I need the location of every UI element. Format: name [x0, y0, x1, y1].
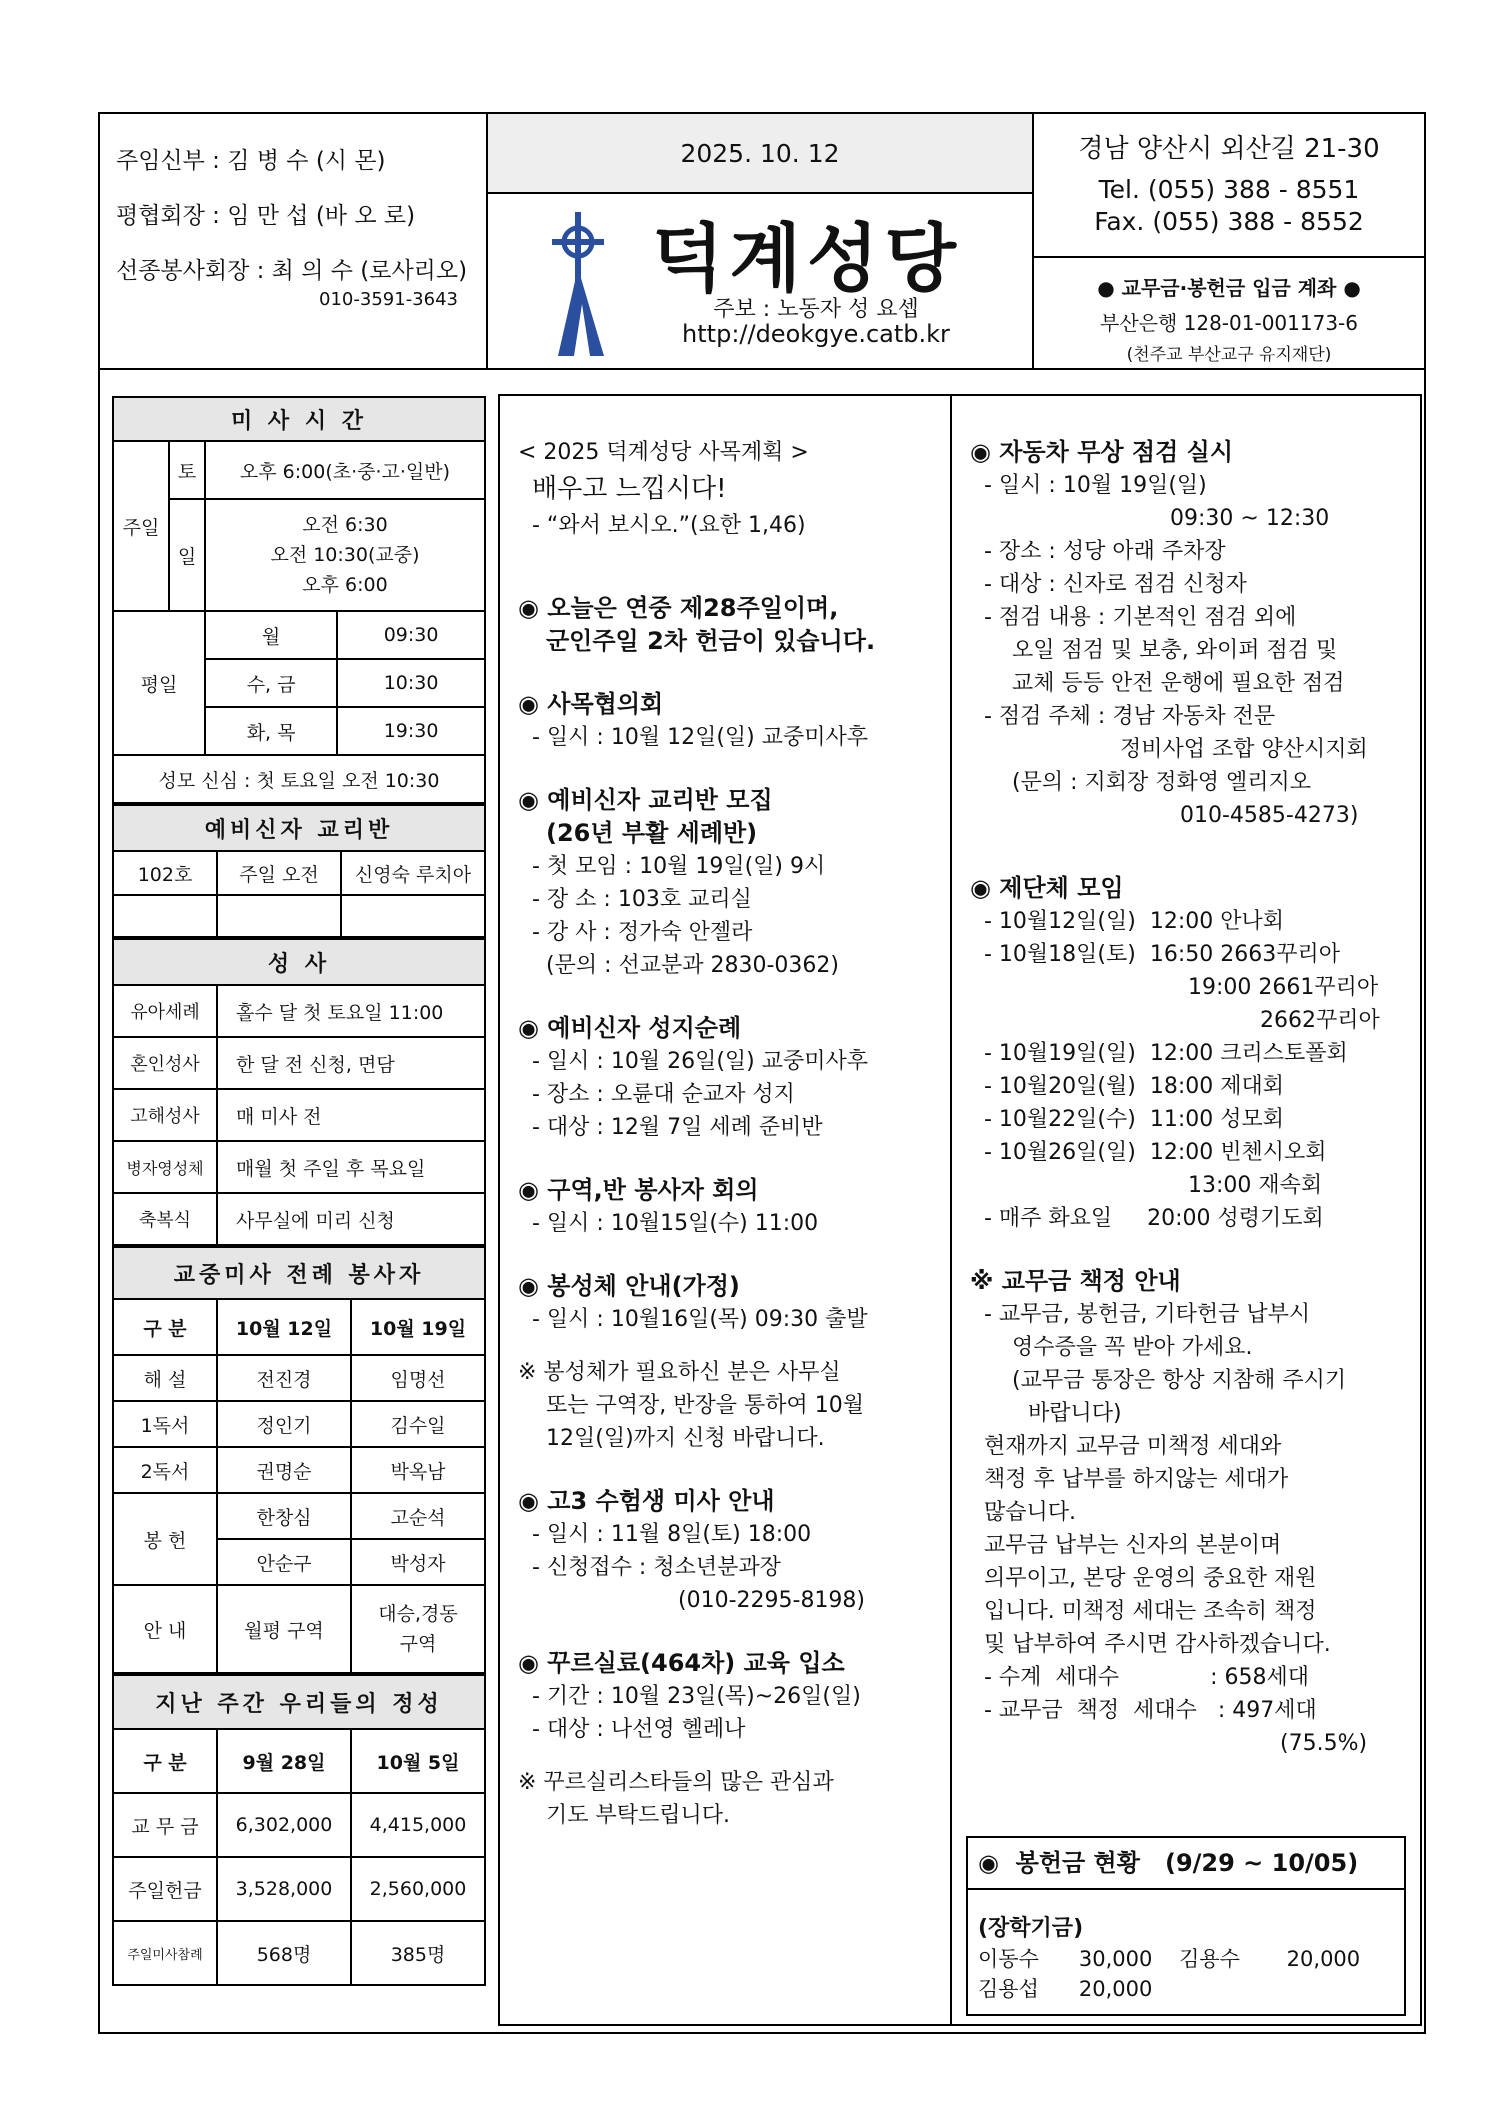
- notice-line: (교무금 통장은 항상 지참해 주시기: [1012, 1368, 1347, 1393]
- server-name: 박성자: [351, 1539, 485, 1585]
- account-owner: (천주교 부산교구 유지재단): [1126, 345, 1332, 365]
- sacrament-name: 혼인성사: [113, 1037, 217, 1089]
- sacrament-desc: 홀수 달 첫 토요일 11:00: [217, 985, 485, 1037]
- sunday-day-label: 일: [169, 499, 205, 611]
- catechumen-table: [112, 804, 486, 938]
- meeting-line: 19:00 2661꾸리아: [1188, 975, 1379, 1000]
- offering-value: 3,528,000: [217, 1857, 351, 1921]
- sunday-label: 주일: [113, 441, 169, 611]
- bulletin-frame: [98, 112, 1426, 2034]
- servers-head: 10월 12일: [217, 1299, 351, 1355]
- server-name: 김수일: [351, 1401, 485, 1447]
- notice-line: - 첫 모임 : 10월 19일(일) 9시: [532, 854, 826, 879]
- notice-line: - 교무금, 봉헌금, 기타헌금 납부시: [984, 1302, 1311, 1327]
- sacrament-desc: 매 미사 전: [217, 1089, 485, 1141]
- meeting-line: - 10월20일(월) 18:00 제대회: [984, 1074, 1284, 1099]
- catechumen-time: 주일 오전: [217, 851, 341, 895]
- right-column: [952, 394, 1422, 2026]
- servers-head: 10월 19일: [351, 1299, 485, 1355]
- evangelization-head: 선종봉사회장 : 최 의 수 (로사리오): [116, 258, 468, 284]
- servers-head: 구 분: [113, 1299, 217, 1355]
- notice-note: ※ 봉성체가 필요하신 분은 사무실: [518, 1360, 841, 1385]
- server-name: 박옥남: [351, 1447, 485, 1493]
- server-name: 안순구: [217, 1539, 351, 1585]
- server-role: 안 내: [113, 1585, 217, 1673]
- household-count: - 교무금 책정 세대수 : 497세대: [984, 1698, 1317, 1723]
- server-name: 권명순: [217, 1447, 351, 1493]
- catechumen-title: 예비신자 교리반: [113, 805, 485, 851]
- mass-times-table: [112, 396, 486, 804]
- meeting-line: - 10월18일(토) 16:50 2663꾸리아: [984, 942, 1340, 967]
- meeting-line: - 10월26일(일) 12:00 빈첸시오회: [984, 1140, 1327, 1165]
- pastor: 주임신부 : 김 병 수 (시 몬): [116, 148, 386, 174]
- marian-devotion: 성모 신심 : 첫 토요일 오전 10:30: [113, 755, 485, 803]
- donor-line: 김용섭 20,000: [978, 1977, 1153, 2001]
- notice-line: - 일시 : 10월 12일(일) 교중미사후: [532, 725, 868, 750]
- bulletin-date: 2025. 10. 12: [488, 114, 1032, 194]
- meeting-line: 2662꾸리아: [1260, 1008, 1380, 1033]
- notice-line: 많습니다.: [984, 1500, 1077, 1525]
- notice-line: - 점검 주체 : 경남 자동차 전문: [984, 704, 1276, 729]
- notice-line: - 신청접수 : 청소년분과장: [532, 1555, 781, 1580]
- meeting-line: 13:00 재속회: [1188, 1173, 1323, 1198]
- weekly-offering-title: 지난 주간 우리들의 정성: [113, 1675, 485, 1729]
- notice-sunday: ◉ 오늘은 연중 제28주일이며,: [518, 594, 839, 622]
- meeting-line: - 10월19일(일) 12:00 크리스토폴회: [984, 1041, 1348, 1066]
- weekday-label: 평일: [113, 611, 205, 755]
- notice-line: 입니다. 미책정 세대는 조속히 책정: [984, 1599, 1317, 1624]
- server-name: 전진경: [217, 1355, 351, 1401]
- notice-line: - 점검 내용 : 기본적인 점검 외에: [984, 605, 1297, 630]
- notice-note: 또는 구역장, 반장을 통하여 10월: [546, 1393, 864, 1418]
- notice-note: ※ 꾸르실리스타들의 많은 관심과: [518, 1770, 834, 1795]
- notice-sunday-detail: 군인주일 2차 헌금이 있습니다.: [546, 627, 876, 655]
- notice-exam-head: ◉ 고3 수험생 미사 안내: [518, 1487, 775, 1515]
- server-name: 고순석: [351, 1493, 485, 1539]
- notice-line: - 대상 : 12월 7일 세례 준비반: [532, 1115, 823, 1140]
- catechumen-teacher: 신영숙 루치아: [341, 851, 485, 895]
- liturgy-servers-table: [112, 1246, 486, 1674]
- notice-catechumen-head: ◉ 예비신자 교리반 모집: [518, 786, 773, 814]
- notice-communion-head: ◉ 봉성체 안내(가정): [518, 1272, 740, 1300]
- sacrament-name: 병자영성체: [113, 1141, 217, 1193]
- offering-label: 교 무 금: [113, 1793, 217, 1857]
- saturday-time: 오후 6:00(초·중·고·일반): [205, 441, 485, 499]
- notice-line: - 기간 : 10월 23일(목)~26일(일): [532, 1684, 861, 1709]
- notice-note: 기도 부탁드립니다.: [546, 1803, 731, 1828]
- meeting-line: - 10월12일(일) 12:00 안나회: [984, 909, 1284, 934]
- sunday-time: 오전 10:30(교중): [270, 544, 420, 566]
- offering-status-title: ◉ 봉헌금 현황 (9/29 ~ 10/05): [968, 1838, 1404, 1890]
- weekday-time: 10:30: [337, 659, 485, 707]
- offering-head: 구 분: [113, 1729, 217, 1793]
- notice-council-head: ◉ 사목협의회: [518, 690, 664, 718]
- header-officers: [100, 114, 488, 368]
- notice-line: - 일시 : 10월 26일(일) 교중미사후: [532, 1049, 868, 1074]
- notice-line: - 장 소 : 103호 교리실: [532, 887, 752, 912]
- fax: Fax. (055) 388 - 8552: [1094, 207, 1364, 236]
- notice-pilgrimage-head: ◉ 예비신자 성지순례: [518, 1014, 742, 1042]
- sacrament-name: 축복식: [113, 1193, 217, 1245]
- middle-column: [498, 394, 952, 2026]
- offering-head: 9월 28일: [217, 1729, 351, 1793]
- server-role: 해 설: [113, 1355, 217, 1401]
- scholarship-fund-label: (장학기금): [978, 1916, 1084, 1941]
- server-name: 월평 구역: [217, 1585, 351, 1673]
- offering-value: 4,415,000: [351, 1793, 485, 1857]
- address: 경남 양산시 외산길 21-30: [1078, 134, 1380, 164]
- groups-meeting-head: ◉ 제단체 모임: [970, 874, 1124, 902]
- meeting-line: - 10월22일(수) 11:00 성모회: [984, 1107, 1284, 1132]
- offering-head: 10월 5일: [351, 1729, 485, 1793]
- notice-meeting-head: ◉ 구역,반 봉사자 회의: [518, 1176, 759, 1204]
- household-count: - 수계 세대수 : 658세대: [984, 1665, 1309, 1690]
- sacrament-name: 고해성사: [113, 1089, 217, 1141]
- account-number: 부산은행 128-01-001173-6: [1100, 311, 1358, 335]
- notice-line: - 장소 : 오륜대 순교자 성지: [532, 1082, 795, 1107]
- sacrament-desc: 매월 첫 주일 후 목요일: [217, 1141, 485, 1193]
- notice-note: 12일(일)까지 신청 바랍니다.: [546, 1426, 825, 1451]
- notice-line: 010-4585-4273): [1180, 803, 1359, 828]
- notice-line: - 일시 : 10월16일(목) 09:30 출발: [532, 1307, 868, 1332]
- server-name: 정인기: [217, 1401, 351, 1447]
- servers-title: 교중미사 전례 봉사자: [113, 1247, 485, 1299]
- weekday-time: 09:30: [337, 611, 485, 659]
- sunday-time: 오전 6:30: [302, 514, 388, 536]
- mass-times-title: 미 사 시 간: [113, 397, 485, 441]
- household-ratio: (75.5%): [1280, 1731, 1368, 1756]
- weekday-time: 19:30: [337, 707, 485, 755]
- notice-line: - 대상 : 나선영 헬레나: [532, 1717, 746, 1742]
- weekday-day: 화, 목: [205, 707, 337, 755]
- left-column: [112, 396, 486, 1986]
- evangelization-phone: 010-3591-3643: [319, 289, 458, 310]
- bank-account: [1034, 256, 1424, 365]
- notice-line: 정비사업 조합 양산시지회: [1120, 737, 1368, 762]
- notice-line: 영수증을 꼭 받아 가세요.: [1012, 1335, 1253, 1360]
- notice-line: - 장소 : 성당 아래 주차장: [984, 539, 1226, 564]
- patron-saint: 주보 : 노동자 성 요셉: [713, 297, 919, 322]
- offering-value: 568명: [217, 1921, 351, 1985]
- offering-status-box: [966, 1836, 1406, 2016]
- sacrament-name: 유아세례: [113, 985, 217, 1037]
- offering-value: 6,302,000: [217, 1793, 351, 1857]
- pastoral-plan-verse: - “와서 보시오.”(요한 1,46): [532, 513, 806, 538]
- notice-line: 및 납부하여 주시면 감사하겠습니다.: [984, 1632, 1331, 1657]
- notice-line: 현재까지 교무금 미책정 세대와: [984, 1434, 1282, 1459]
- weekly-offering-table: [112, 1674, 486, 1986]
- server-role: 봉 헌: [113, 1493, 217, 1585]
- header-title-block: [488, 114, 1034, 368]
- notice-cursillo-head: ◉ 꾸르실료(464차) 교육 입소: [518, 1649, 845, 1677]
- server-role: 1독서: [113, 1401, 217, 1447]
- tithe-notice-head: ※ 교무금 책정 안내: [970, 1267, 1181, 1295]
- account-title: ● 교무금·봉헌금 입금 계좌 ●: [1097, 276, 1361, 300]
- meeting-line: - 매주 화요일 20:00 성령기도회: [984, 1206, 1324, 1231]
- notice-catechumen-sub: (26년 부활 세례반): [546, 819, 758, 847]
- sacraments-table: [112, 938, 486, 1246]
- offering-label: 주일미사참례: [113, 1921, 217, 1985]
- church-name: 덕계성당: [652, 216, 962, 302]
- catechumen-room: 102호: [113, 851, 217, 895]
- offering-status-body: [968, 1890, 1404, 2004]
- council-president: 평협회장 : 임 만 섭 (바 오 로): [116, 203, 416, 229]
- sacrament-desc: 사무실에 미리 신청: [217, 1193, 485, 1245]
- pastoral-plan-title: < 2025 덕계성당 사목계획 >: [518, 440, 809, 465]
- offering-label: 주일헌금: [113, 1857, 217, 1921]
- notice-line: - 일시 : 10월 19일(일): [984, 473, 1207, 498]
- offering-value: 385명: [351, 1921, 485, 1985]
- notice-line: 책정 후 납부를 하지않는 세대가: [984, 1467, 1289, 1492]
- sacraments-title: 성 사: [113, 939, 485, 985]
- saturday-label: 토: [169, 441, 205, 499]
- telephone: Tel. (055) 388 - 8551: [1098, 175, 1360, 204]
- server-role: 2독서: [113, 1447, 217, 1493]
- weekday-day: 월: [205, 611, 337, 659]
- notice-line: 교체 등등 안전 운행에 필요한 점검: [1012, 671, 1345, 696]
- server-name: 대승,경동 구역: [351, 1585, 485, 1673]
- notice-line: 바랍니다): [1028, 1401, 1122, 1426]
- church-url[interactable]: http://deokgye.catb.kr: [682, 320, 950, 348]
- car-check-head: ◉ 자동차 무상 점검 실시: [970, 438, 1234, 466]
- notice-line: 교무금 납부는 신자의 본분이며: [984, 1533, 1282, 1558]
- sacrament-desc: 한 달 전 신청, 면담: [217, 1037, 485, 1089]
- notice-line: 09:30 ~ 12:30: [1170, 506, 1330, 531]
- sunday-times: [205, 499, 485, 611]
- sunday-time: 오후 6:00: [302, 574, 388, 596]
- notice-line: - 일시 : 10월15일(수) 11:00: [532, 1211, 819, 1236]
- header: [100, 114, 1424, 370]
- server-name: 임명선: [351, 1355, 485, 1401]
- offering-value: 2,560,000: [351, 1857, 485, 1921]
- donor-line: 이동수 30,000 김용수 20,000: [978, 1947, 1361, 1971]
- server-name: 한창심: [217, 1493, 351, 1539]
- notice-line: - 대상 : 신자로 점검 신청자: [984, 572, 1247, 597]
- pastoral-plan-motto: 배우고 느낍시다!: [532, 474, 727, 504]
- notice-line: - 일시 : 11월 8일(토) 18:00: [532, 1522, 812, 1547]
- notice-line: (문의 : 선교분과 2830-0362): [546, 953, 839, 978]
- notice-line: - 강 사 : 정가숙 안젤라: [532, 920, 753, 945]
- notice-line: (문의 : 지회장 정화영 엘리지오: [1012, 770, 1311, 795]
- notice-line: 오일 점검 및 보충, 와이퍼 점검 및: [1012, 638, 1338, 663]
- weekday-day: 수, 금: [205, 659, 337, 707]
- notice-line: 의무이고, 본당 운영의 중요한 재원: [984, 1566, 1317, 1591]
- header-contact: [1034, 114, 1424, 368]
- notice-line: (010-2295-8198): [678, 1588, 866, 1613]
